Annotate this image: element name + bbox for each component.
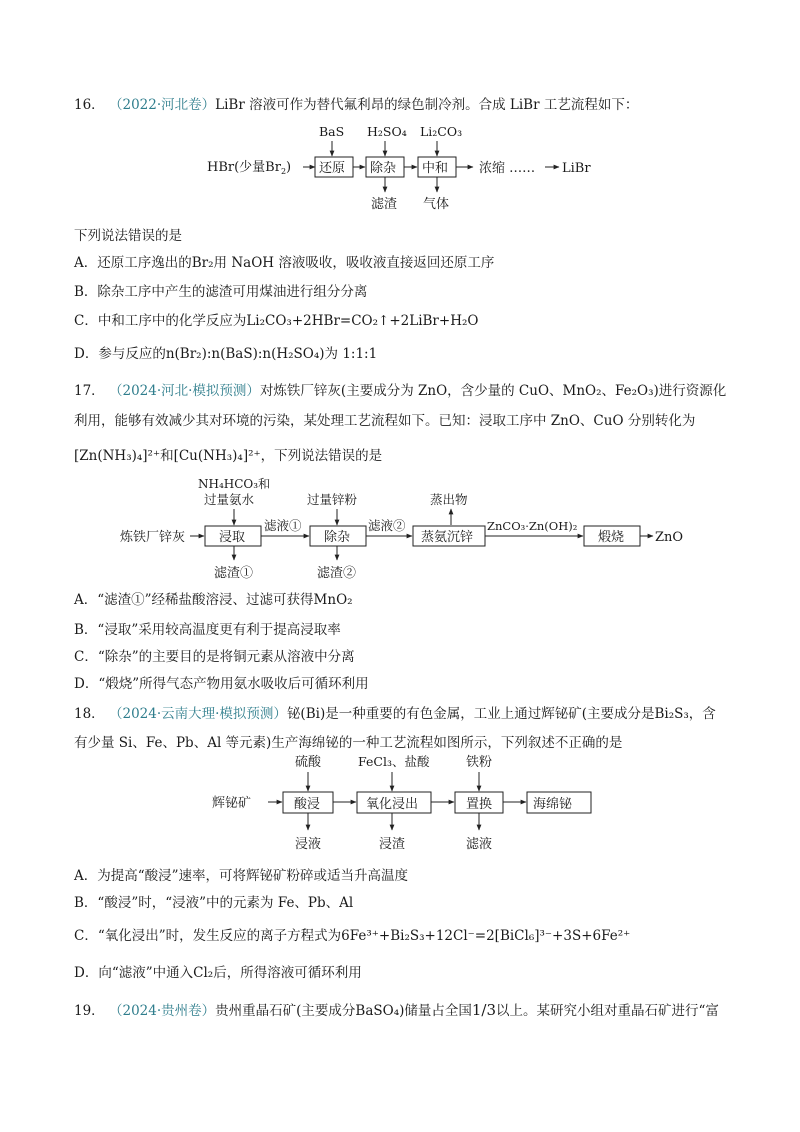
q16-reagent-h2so4: H₂SO₄ xyxy=(367,124,407,139)
q19-fraction: 1/3 xyxy=(471,1001,497,1019)
q18-reagent-iron: 铁粉 xyxy=(466,755,493,770)
q18-output-filtrate: 滤液 xyxy=(466,837,493,852)
q16-option-b: B．除杂工序中产生的滤渣可用煤油进行组分分离 xyxy=(74,284,368,300)
q17-stem-line3: [Zn(NH₃)₄]²⁺和[Cu(NH₃)₄]²⁺，下列说法错误的是 xyxy=(74,448,383,464)
q17-intermediate: ZnCO₃·Zn(OH)₂ xyxy=(487,519,578,533)
q16-output-gas: 气体 xyxy=(423,197,450,212)
svg-text:蒸氨沉锌: 蒸氨沉锌 xyxy=(421,530,474,545)
q18-stem-line1: 18． （2024·云南大理·模拟预测）铋(Bi)是一种重要的有色金属，工业上通过辉铋矿(主要成分是Bi₂S₃，含 xyxy=(74,706,716,722)
q18-start: 辉铋矿 xyxy=(212,796,252,811)
q17-reagent-nh4hco3: NH₄HCO₃和 xyxy=(198,477,271,491)
q17-option-d: D．“煅烧”所得气态产物用氨水吸收后可循环利用 xyxy=(74,676,369,692)
q16-option-c: C．中和工序中的化学反应为Li₂CO₃+2HBr=CO₂↑+2LiBr+H₂O xyxy=(74,313,479,329)
q17-option-c: C．“除杂”的主要目的是将铜元素从溶液中分离 xyxy=(74,649,355,665)
q18-option-a: A．为提高“酸浸”速率，可将辉铋矿粉碎或适当升高温度 xyxy=(74,868,409,884)
q17-reagent-ammonia: 过量氨水 xyxy=(204,492,255,507)
q19-stem: 19． （2024·贵州卷）贵州重晶石矿(主要成分BaSO₄)储量占全国1/3以上。某研究小组对重晶石矿进行“富 xyxy=(74,1001,719,1019)
svg-text:除杂: 除杂 xyxy=(324,530,351,545)
q17-filtrate1: 滤液① xyxy=(264,518,302,533)
svg-text:除杂: 除杂 xyxy=(370,161,397,176)
q18-stem-line2: 有少量 Si、Fe、Pb、Al 等元素)生产海绵铋的一种工艺流程如图所示，下列叙述不正确的是 xyxy=(74,735,623,751)
q18-flow-diagram xyxy=(210,752,610,862)
q17-option-b: B．“浸取”采用较高温度更有利于提高浸取率 xyxy=(74,622,341,638)
q18-reagent-acid: 硫酸 xyxy=(295,755,322,770)
q16-start: HBr(少量$Br_2$) xyxy=(207,160,292,176)
q18-option-d: D．向“滤液”中通入Cl₂后，所得溶液可循环利用 xyxy=(74,965,362,981)
q18-reagent-fecl3: FeCl₃、盐酸 xyxy=(358,754,430,769)
q18-output-leachate: 浸液 xyxy=(295,837,322,852)
q17-end: ZnO xyxy=(655,530,684,545)
q17-stem-line2: 利用，能够有效减少其对环境的污染，某处理工艺流程如下。已知：浸取工序中 ZnO、CuO 分别转化为 xyxy=(74,413,696,429)
q17-stem-line1: 17． （2024·河北·模拟预测）对炼铁厂锌灰(主要成分为 ZnO，含少量的 CuO、MnO₂、Fe₂O₃)进行资源化 xyxy=(74,383,727,399)
q16-reagent-bas: BaS xyxy=(319,124,345,139)
svg-text:酸浸: 酸浸 xyxy=(294,797,321,812)
q16-flow-diagram xyxy=(205,120,625,215)
q16-end: LiBr xyxy=(562,161,591,176)
q17-output-residue2: 滤渣② xyxy=(317,566,357,581)
svg-text:煅烧: 煅烧 xyxy=(598,530,625,545)
q18-option-b: B．“酸浸”时，“浸液”中的元素为 Fe、Pb、Al xyxy=(74,895,354,911)
q19-source: （2024·贵州卷） xyxy=(108,1003,216,1019)
q17-flow-diagram xyxy=(118,474,693,584)
q17-source: （2024·河北·模拟预测） xyxy=(108,383,260,399)
q16-stem: 16． （2022·河北卷）LiBr 溶液可作为替代氟利昂的绿色制冷剂。合成 LiBr 工艺流程如下： xyxy=(74,97,639,113)
q18-source: （2024·云南大理·模拟预测） xyxy=(108,706,287,722)
q17-distillate: 蒸出物 xyxy=(430,492,468,507)
q17-start: 炼铁厂锌灰 xyxy=(120,530,186,545)
svg-text:海绵铋: 海绵铋 xyxy=(533,797,573,812)
q17-option-a: A．“滤渣①”经稀盐酸溶浸、过滤可获得MnO₂ xyxy=(74,592,353,608)
svg-text:氧化浸出: 氧化浸出 xyxy=(366,797,419,812)
q16-option-d: D．参与反应的n(Br₂):n(BaS):n(H₂SO₄)为 1:1:1 xyxy=(74,346,378,362)
svg-text:还原: 还原 xyxy=(319,161,346,176)
q16-prompt: 下列说法错误的是 xyxy=(74,228,182,244)
svg-text:中和: 中和 xyxy=(422,161,449,176)
q16-option-a: A．还原工序逸出的Br₂用 NaOH 溶液吸收，吸收液直接返回还原工序 xyxy=(74,255,495,271)
q17-reagent-zinc: 过量锌粉 xyxy=(307,492,358,507)
q17-filtrate2: 滤液② xyxy=(368,518,406,533)
q16-reagent-li2co3: Li₂CO₃ xyxy=(420,124,463,139)
q18-output-residue: 浸渣 xyxy=(379,837,406,852)
q16-tail: 浓缩 …… xyxy=(479,161,536,176)
q17-output-residue1: 滤渣① xyxy=(214,566,254,581)
svg-text:浸取: 浸取 xyxy=(219,530,246,545)
q16-source: （2022·河北卷） xyxy=(108,97,216,113)
svg-text:置换: 置换 xyxy=(466,797,493,812)
q18-option-c: C．“氧化浸出”时，发生反应的离子方程式为6Fe³⁺+Bi₂S₃+12Cl⁻=2[BiCl₆]³⁻+3S+6Fe²⁺ xyxy=(74,928,631,944)
q16-output-residue: 滤渣 xyxy=(371,197,398,212)
